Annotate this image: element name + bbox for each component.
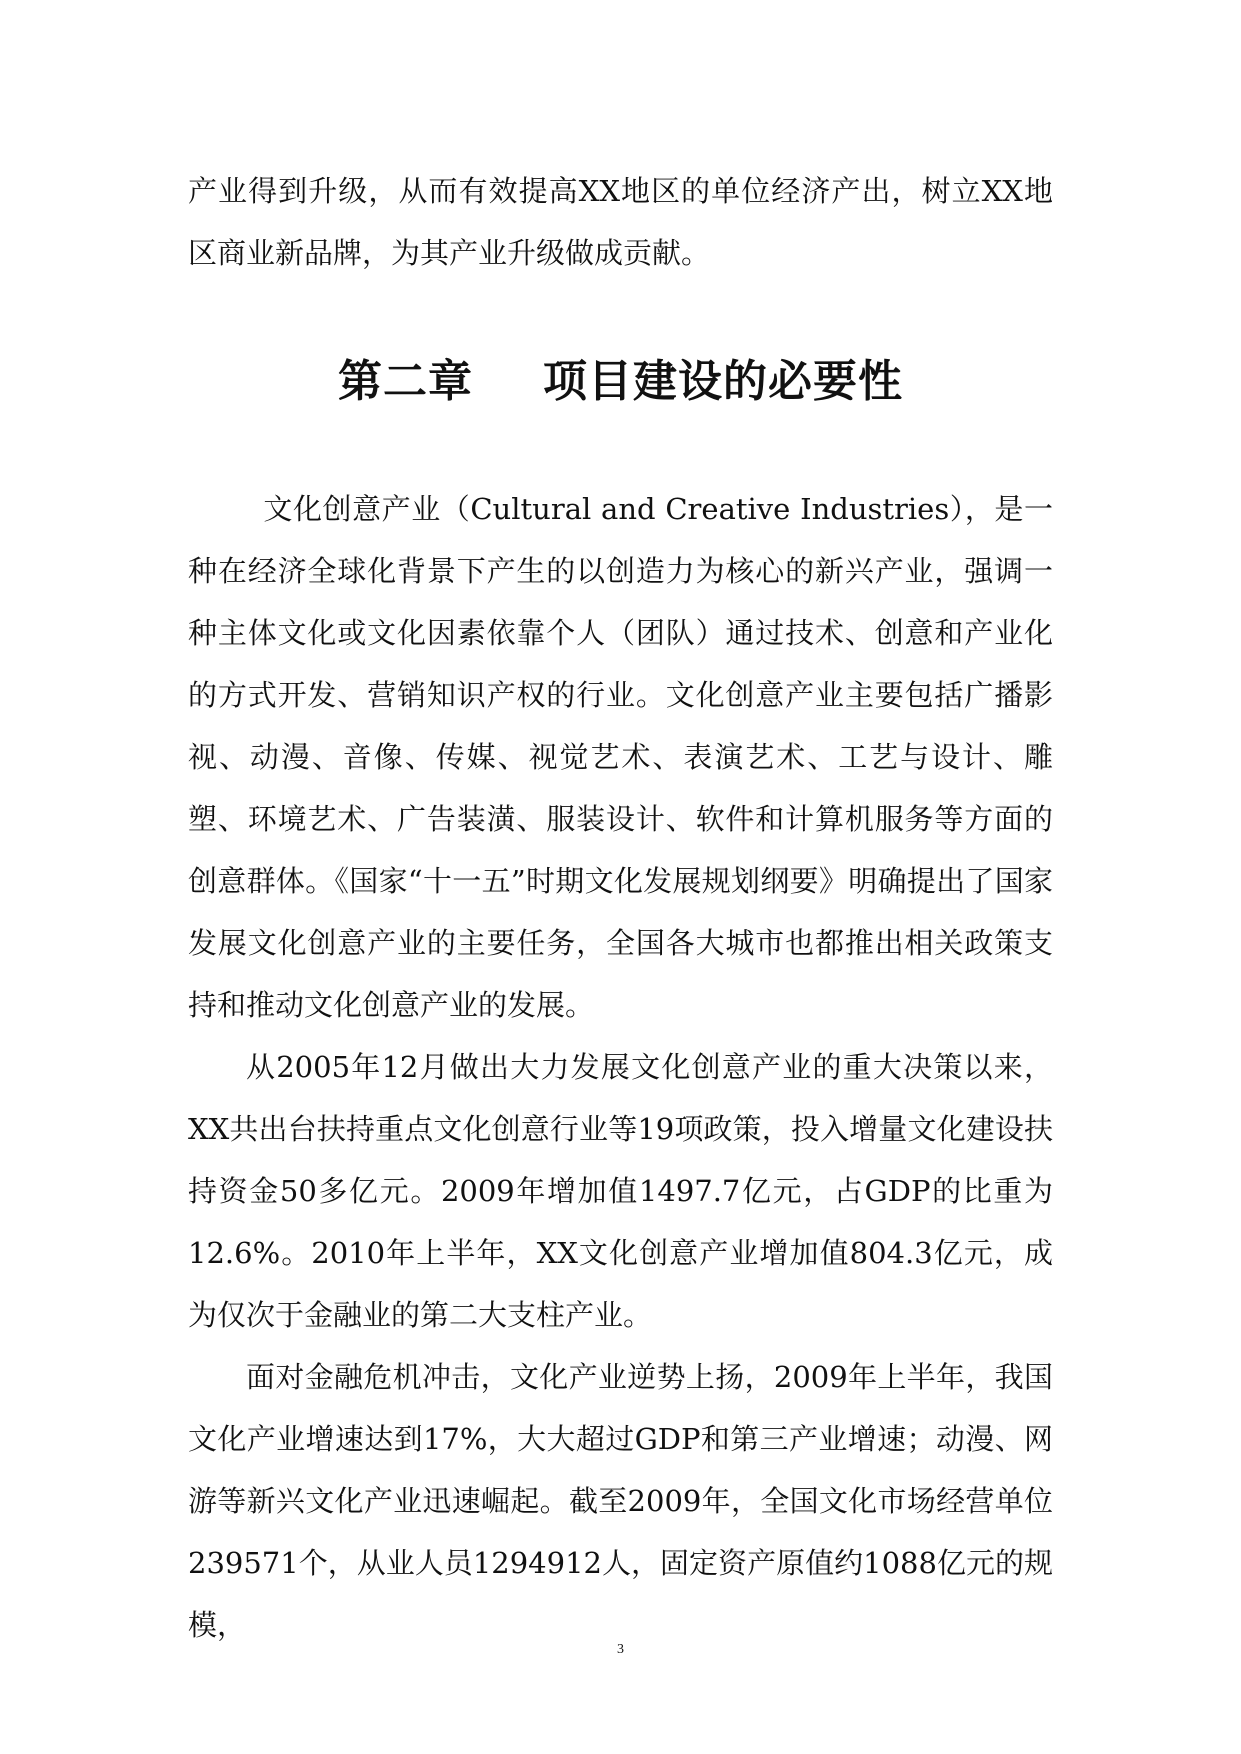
body-paragraph-2: 从2005年12月做出大力发展文化创意产业的重大决策以来，XX共出台扶持重点文化创意行业等19项政策，投入增量文化建设扶持资金50多亿元。2009年增加值1497.7亿元，占GDP的比重为12.6%。2010年上半年，XX文化创意产业增加值804.3亿元，成为仅次于金融业的第二大支柱产业。	[188, 1050, 1053, 1332]
page-number: 3	[617, 1642, 624, 1657]
intro-paragraph-block	[188, 160, 1053, 284]
chapter-heading	[0, 352, 1241, 412]
chapter-number: 第二章	[338, 356, 473, 407]
body-paragraph-3: 面对金融危机冲击，文化产业逆势上扬，2009年上半年，我国文化产业增速达到17%，大大超过GDP和第三产业增速；动漫、网游等新兴文化产业迅速崛起。截至2009年，全国文化市场经营单位239571个，从业人员1294912人，固定资产原值约1088亿元的规模，	[188, 1360, 1053, 1642]
body-text	[188, 478, 1053, 1656]
body-paragraph-1: 文化创意产业（Cultural and Creative Industries），是一种在经济全球化背景下产生的以创造力为核心的新兴产业，强调一种主体文化或文化因素依靠个人（团队）通过技术、创意和产业化的方式开发、营销知识产权的行业。文化创意产业主要包括广播影视、动漫、音像、传媒、视觉艺术、表演艺术、工艺与设计、雕塑、环境艺术、广告装潢、服装设计、软件和计算机服务等方面的创意群体。《国家“十一五”时期文化发展规划纲要》明确提出了国家发展文化创意产业的主要任务，全国各大城市也都推出相关政策支持和推动文化创意产业的发展。	[188, 492, 1053, 1022]
chapter-title-text: 项目建设的必要性	[543, 356, 903, 407]
intro-paragraph: 产业得到升级，从而有效提高XX地区的单位经济产出，树立XX地区商业新品牌，为其产业升级做成贡献。	[188, 174, 1053, 270]
